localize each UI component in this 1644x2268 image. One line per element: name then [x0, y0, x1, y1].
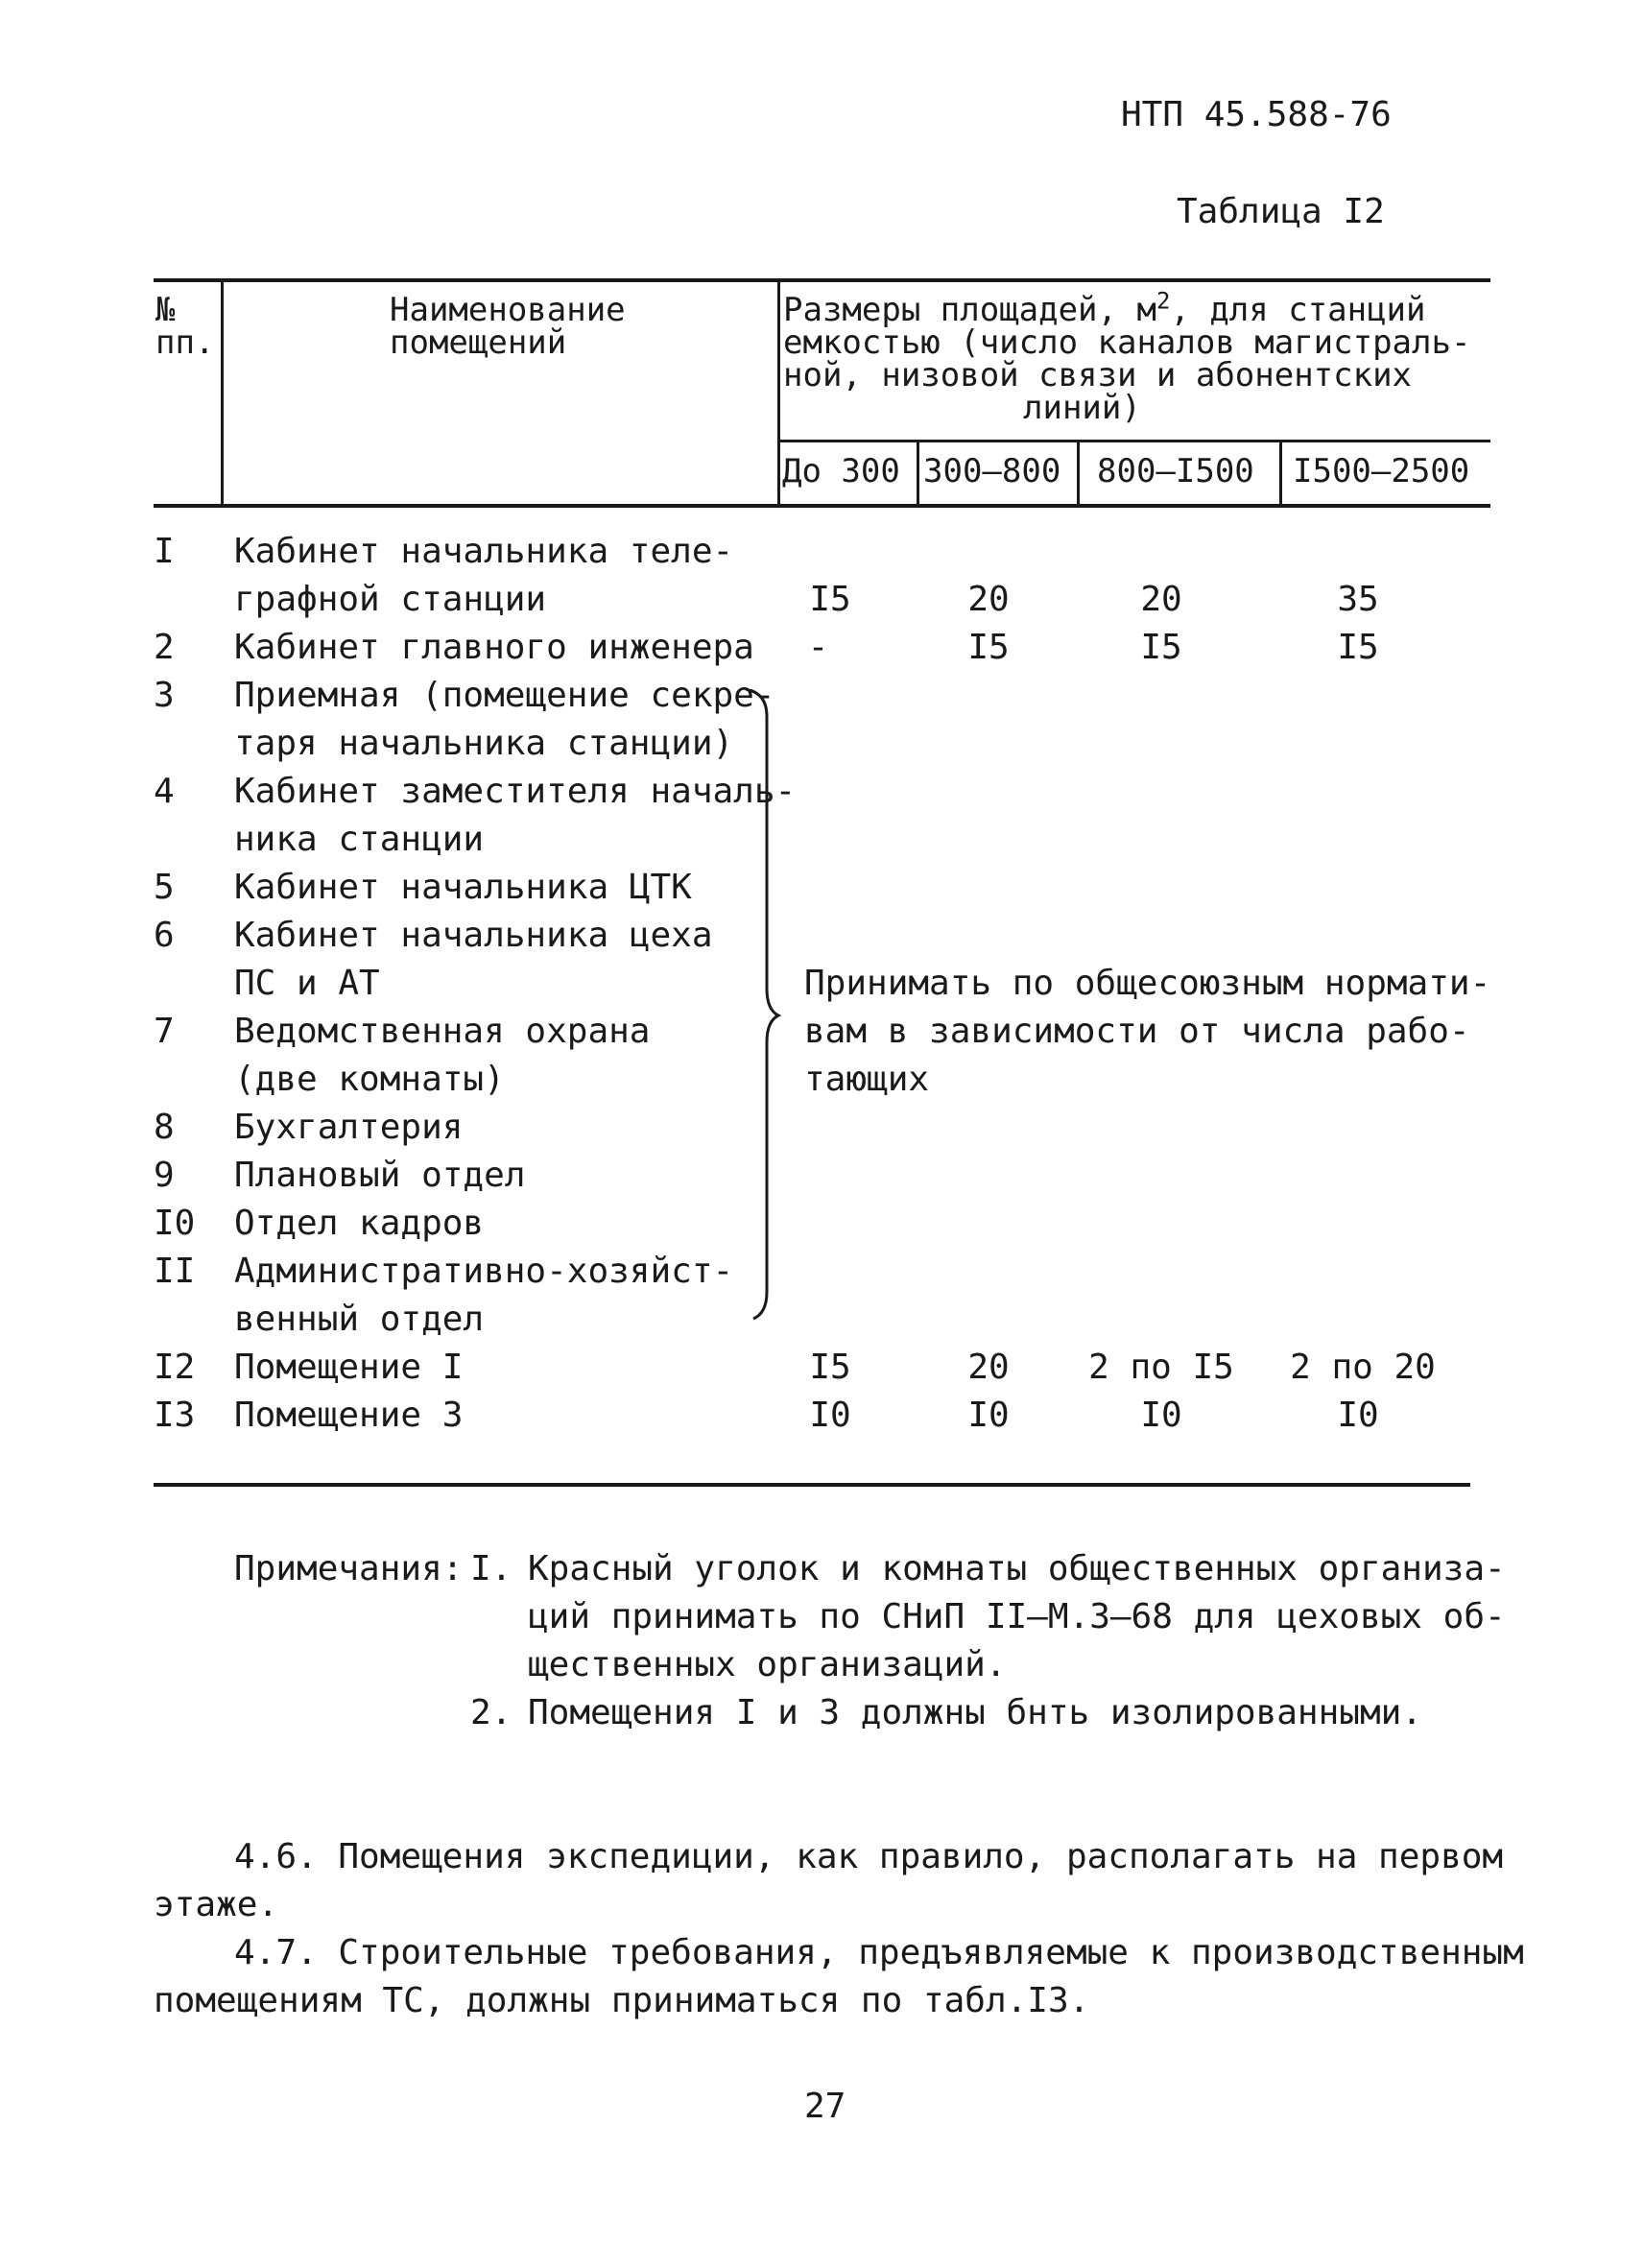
row-value: I5 [1337, 628, 1379, 667]
row-value: I0 [1337, 1396, 1379, 1435]
row-value: 35 [1337, 580, 1379, 619]
row-num: 5 [154, 868, 175, 907]
col-divider-sub3 [1279, 442, 1282, 504]
row-num: 6 [154, 916, 175, 955]
note-item-number: I. [470, 1549, 512, 1588]
table-top-border [154, 278, 1490, 282]
row-value: I5 [967, 628, 1010, 667]
page-number: 27 [804, 2087, 846, 2126]
row-value: I0 [809, 1396, 851, 1435]
paragraph-4-7: 4.7. Строительные требования, предъявляемые к производственным помещениям ТС, должны приниматься по табл.I3. [154, 1933, 1524, 2020]
header-name: Наименование помещений [390, 291, 626, 362]
subheader-divider [779, 440, 1490, 442]
row-name: Административно-хозяйст- венный отдел [234, 1252, 734, 1339]
col-divider-sub2 [1077, 442, 1080, 504]
row-value: 2 по 20 [1290, 1348, 1436, 1387]
row-name: Бухгалтерия [234, 1108, 464, 1147]
row-num: 7 [154, 1012, 175, 1051]
row-num: I [154, 532, 175, 571]
row-value: 20 [967, 580, 1010, 619]
col-divider-name [777, 280, 780, 506]
row-value: I5 [809, 580, 851, 619]
row-name: Кабинет главного инженера [234, 628, 754, 667]
header-num: № пп. [155, 291, 215, 362]
subheader-3: I500–2500 [1293, 452, 1470, 490]
curly-brace [734, 689, 782, 1323]
subheader-2: 800–I500 [1097, 452, 1254, 490]
row-name: Помещение 3 [234, 1396, 464, 1435]
row-num: 2 [154, 628, 175, 667]
note-item-text: Красный уголок и комнаты общественных организа- ций принимать по СНиП II–М.3–68 для цеховых об- щественных организаций. [528, 1549, 1506, 1684]
row-num: II [154, 1252, 196, 1291]
row-num: 8 [154, 1108, 175, 1147]
row-value: - [807, 628, 829, 667]
row-num: I0 [154, 1204, 196, 1243]
row-value: 2 по I5 [1088, 1348, 1234, 1387]
row-value: 20 [967, 1348, 1010, 1387]
row-name: Отдел кадров [234, 1204, 485, 1243]
table-bottom-border [154, 1483, 1470, 1487]
notes-label: Примечания: [234, 1549, 464, 1588]
row-name: Плановый отдел [234, 1156, 526, 1195]
row-name: Кабинет начальника цеха ПС и АТ [234, 916, 713, 1003]
subheader-1: 300–800 [923, 452, 1061, 490]
row-name: Приемная (помещение секре- таря начальника станции) [234, 676, 775, 763]
row-value: I0 [1140, 1396, 1182, 1435]
row-value: I5 [809, 1348, 851, 1387]
row-name: Кабинет начальника ЦТК [234, 868, 692, 907]
subheader-0: До 300 [782, 452, 900, 490]
row-num: 3 [154, 676, 175, 715]
row-name: Ведомственная охрана (две комнаты) [234, 1012, 651, 1099]
col-divider-sub1 [917, 442, 919, 504]
row-value: I0 [967, 1396, 1010, 1435]
table-title: Таблица I2 [1177, 192, 1385, 231]
row-num: I3 [154, 1396, 196, 1435]
row-name: Помещение I [234, 1348, 464, 1387]
header-bottom-border [154, 504, 1490, 508]
row-value: I5 [1140, 628, 1182, 667]
row-num: 9 [154, 1156, 175, 1195]
row-num: 4 [154, 772, 175, 811]
paragraph-4-6: 4.6. Помещения экспедиции, как правило, располагать на первом этаже. [154, 1837, 1504, 1924]
row-num: I2 [154, 1348, 196, 1387]
note-item-number: 2. [470, 1693, 512, 1732]
row-name: Кабинет заместителя началь- ника станции [234, 772, 797, 859]
row-value: 20 [1140, 580, 1182, 619]
document-code: НТП 45.588-76 [1121, 95, 1392, 134]
col-divider-num [221, 280, 224, 506]
row-name: Кабинет начальника теле- графной станции [234, 532, 734, 619]
header-sizes: Размеры площадей, $м^2$, для станций емкостью (число каналов магистраль- ной, низовой связи и абонентских линий) [783, 287, 1471, 427]
brace-note: Принимать по общесоюзным нормати- вам в зависимости от числа рабо- тающих [804, 964, 1491, 1099]
note-item-text: Помещения I и 3 должны бнть изолированными. [528, 1693, 1422, 1732]
